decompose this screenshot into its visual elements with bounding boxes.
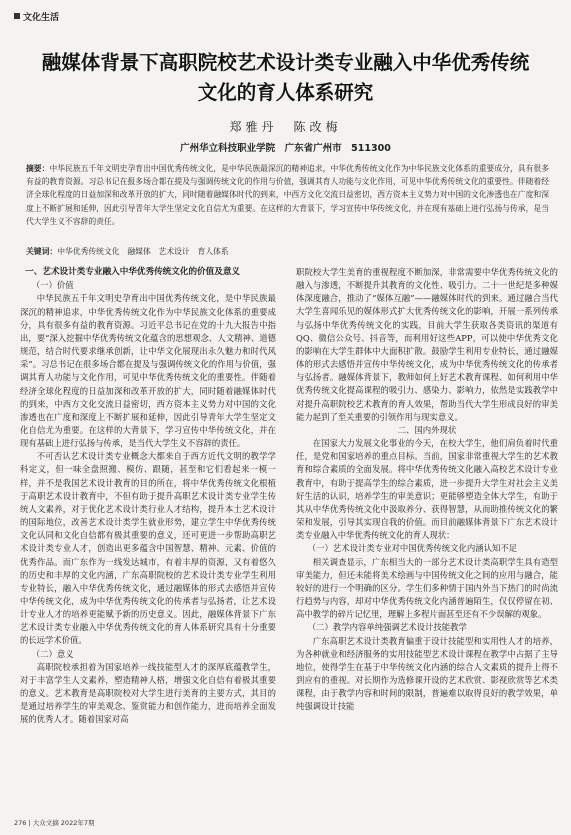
abstract-text: 中华民族五千年文明史孕育出中国优秀传统文化，是中华民族最深沉的精神追求，中华优秀传统文化作为中华民族文化体系的重要成分，具有很多有益的教育资源。习总书记在报多场合都在提及与强调传统文化的作用与价值，强调其育人功能与文化作用，可见中华优秀传统文化的重要性。伴随着经济全球化程度的日益加深和改革开放的扩大，同时随着融媒体时代的到来，中西方文化交流日益密切，西方资本主义势力对中国的文化渗透也在广度和深度上不断扩展和延伸，因此引导青年大学生坚定文化自信尤为重要。在这样的大背景下，学习宣传中华传统文化，并在现有基础上进行弘扬与传承，是当代大学生义不容辞的责任。 [26,164,549,226]
subsection-heading: （二）意义 [31,648,74,659]
left-column [20,266,276,727]
right-column [296,266,558,713]
article-title [10,48,561,108]
keywords-label: 关键词： [26,247,58,256]
section-heading: 一、艺术设计类专业融入中华优秀传统文化的价值及意义 [25,267,241,277]
keywords [26,245,549,258]
square-bullet-icon [14,13,20,19]
body-paragraph: 广东高职艺术设计类教育偏重于设计技能型和实用性人才的培养，为各种就业和经济服务的实用技能型艺术设计课程在教学中占据了主导地位，使得学生在基于中华传统文化内涵的综合人文素质的提升上得不到应有的重视。对长期作为选修课开设的艺术欣赏、影视欣赏等艺术类课程，由于教学内容和时间的限制，普遍难以取得良好的教学效果，单纯强调设计技能 [296,635,558,712]
keywords-text: 中华优秀传统文化 融媒体 艺术设计 育人体系 [57,247,229,256]
body-paragraph: 在国家大力发展文化事业的今天，在校大学生，他们肩负着时代重任，是党和国家培养的重点目标。当前，国家非常重视大学生的艺术教育和综合素质的全面发展。将中华优秀传统文化融入高校艺术设计专业教育中，有助于提高学生的综合素质，进一步提升大学生对社会主义美好生活的认识，培养学生的审美意识；更能够塑造全体大学生，有助于其从中华优秀传统文化中汲取养分、获得智慧，从而助推传统文化的繁荣和发展，引导其实现自我的价值。而目前融媒体背景下广东艺术设计类专业融入中华优秀传统文化的育人现状： [296,438,558,541]
subsection-heading: （一）价值 [31,280,74,291]
abstract-label: 摘要： [26,164,50,173]
body-paragraph: 不可否认艺术设计类专业概念大都来自于西方近代文明的教学学科定义，但一味全盘照搬、模仿、跟随，甚至和它们看起来一模一样，并不是我国艺术设计教育的目的所在，将中华优秀传统文化根植于高职艺术设计教育中，不但有助于提升高职艺术设计类专业学生传统人文素养，对于优化艺术设计类行业人才结构，提升本土艺术设计的国际地位，改善艺术设计类学生就业形势，建立学生中华优秀传统文化认同和文化自信都有极其重要的意义，还可更进一步帮助高职艺术设计类专业人才，创造出更多蕴含中国智慧、精神、元素、价值的优秀作品。而广东作为一线发达城市，有着丰厚的资源，又有着悠久的历史和丰厚的文化内涵，广东高职院校的艺术设计类专业学生利用专业特长，融入中华优秀传统文化，通过融媒体的形式去感悟并宣传中华传统文化，成为中华优秀传统文化的传承者与弘扬者，让艺术设计专业人才的培养更能赋予新的历史意义。因此，融媒体背景下广东艺术设计类专业融入中华优秀传统文化的育人体系研究具有十分重要的长远学术价值。 [20,451,276,646]
body-paragraph: 中华民族五千年文明史孕育出中国优秀传统文化，是中华民族最深沉的精神追求，中华优秀传统文化作为中华民族文化体系的重要成分，具有很多有益的教育资源。习近平总书记在党的十九大报告中指出，要“深入挖掘中华优秀传统文化蕴含的思想观念、人文精神、道德规范，结合时代要求继承创新，让中华文化展现出永久魅力和时代风采”。习总书记在很多场合都在提及与强调传统文化的作用与价值，强调其育人功能与文化作用，可见中华优秀传统文化的重要性。伴随着经济全球化程度的日益加深和改革开放的扩大，同时随着融媒体时代的到来，中西方文化交流日益密切，西方资本主义势力对中国的文化渗透也在广度和深度上不断扩展和延伸，因此引导青年大学生坚定文化自信尤为重要。在这样的大背景下，学习宣传中华传统文化，并在现有基础上进行弘扬与传承，是当代大学生义不容辞的责任。 [20,293,276,449]
body-paragraph: 高职院校承担着为国家培养一线技能型人才的深厚底蕴教学生，对于丰富学生人文素养，塑造精神人格，增强文化自信有着极其重要的意义。艺术教育是高职院校对大学生进行美育的主要方式，其目的是通过培养学生的审美观念、鉴赏能力和创作能力，进而培养全面发展的优秀人才。随着国家对高 [20,661,276,725]
body-paragraph: 相关调查显示，广东相当大的一部分艺术设计类高职学生具有造型审美能力，但还未能将美术绘画与中国传统文化之间的应用与融合，能较好的进行一个明确的区分。学生们多种情于国内外当下热门的时尚流行趋势与内容，却对中华优秀传统文化内涵普遍陌生，仅仅停留在初、高中教学的碎片记忆里，理解上多程片面甚至还有不少误解的观象。 [296,556,558,620]
affiliation: 广州华立科技职业学院 广东省广州市 511300 [180,143,391,154]
authors: 郑雅丹 陈改梅 [229,120,342,134]
section-tag [14,10,59,23]
page-footer: 276 | 大众文摘 2022年7期 [14,819,95,827]
abstract [26,162,549,228]
section-label: 文化生活 [23,13,60,23]
subsection-heading: （二）教学内容单纯强调艺术设计技能教学 [307,622,467,633]
section-heading: 二、国内外现状 [397,424,457,435]
title-line-2: 文化的育人体系研究 [197,81,374,104]
title-line-1: 融媒体背景下高职院校艺术设计类专业融入中华优秀传统 [41,51,530,74]
subsection-heading: （一）艺术设计类专业对中国优秀传统文化内涵认知不足 [307,543,518,554]
body-paragraph: 职院校大学生美育的重视程度不断加深，非常需要中华优秀传统文化的融入与渗透，不断提升其教育的文化性、吸引力。二十一世纪是多种媒体深度融合，推动了“媒体互融”——融媒体时代的到来。通过融合当代大学生喜闻乐见的媒体形式扩大优秀传统文化的影响，开展一系列传承与弘扬中华优秀传统文化的实践，目前大学生获取各类资讯的渠道有QQ、微信公众号、抖音等，而利用好这些APP，可以使中华优秀文化的影响在大学生群体中大面积扩散。鼓励学生利用专业特长，通过融媒体的形式去感悟并宣传中华传统文化，成为中华优秀传统文化的传承者与弘扬者。融媒体背景下，教师如何上好艺术教育课程、如何利用中华优秀传统文化提高课程的吸引力、感染力、影响力，依然是实践教学中对提升高职院校艺术教育的育人效果，帮助当代大学生形成良好的审美能力起到了至关重要的引领作用与现实意义。 [296,267,558,422]
